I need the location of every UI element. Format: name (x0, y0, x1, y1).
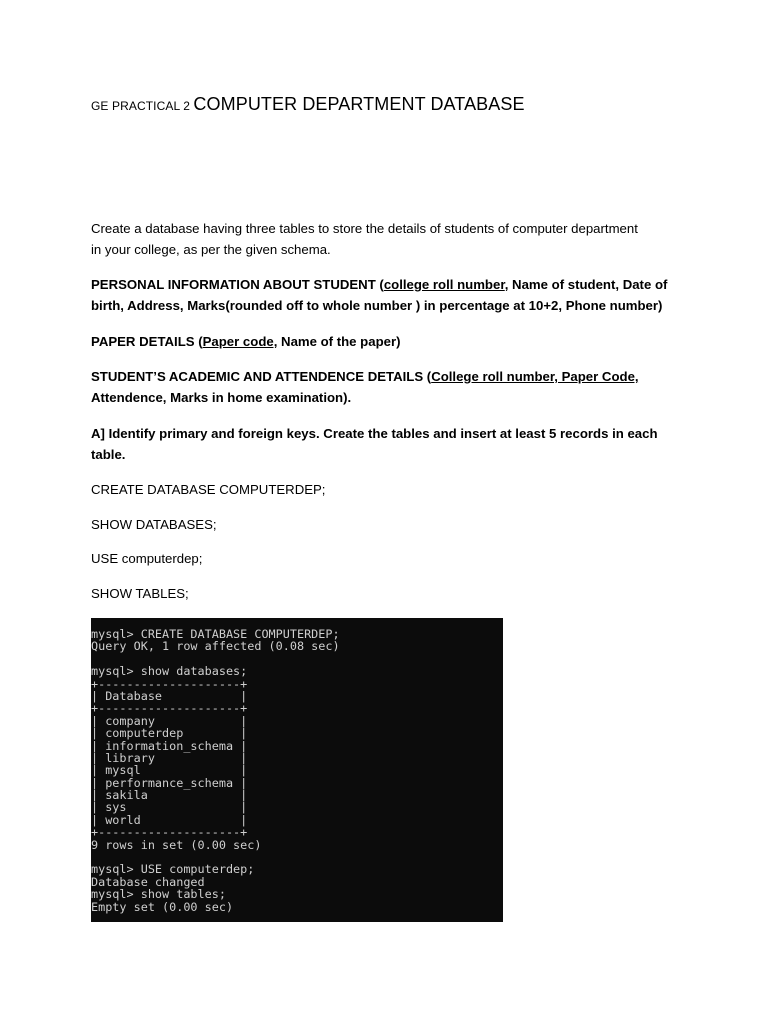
command-show-tables: SHOW TABLES; (91, 586, 189, 601)
schema-academic-line-1 (91, 366, 691, 387)
schema-personal-lead: PERSONAL INFORMATION ABOUT STUDENT ( (91, 277, 384, 292)
task-line-1: A] Identify primary and foreign keys. Create the tables and insert at least 5 records in each (91, 426, 658, 441)
schema-paper-rest: Name of the paper) (277, 334, 401, 349)
title-prefix: GE PRACTICAL 2 (91, 99, 194, 113)
task-paragraph (91, 423, 691, 465)
terminal-line: Empty set (0.00 sec) (91, 899, 234, 914)
schema-paper-line (91, 331, 691, 352)
command-use-database: USE computerdep; (91, 551, 203, 566)
schema-paper-lead: PAPER DETAILS ( (91, 334, 203, 349)
terminal-line: | Database | (91, 688, 248, 703)
command-show-databases: SHOW DATABASES; (91, 517, 217, 532)
terminal-line: mysql> CREATE DATABASE COMPUTERDEP; (91, 627, 340, 641)
schema-personal-rest: , Name of student, Date of (504, 277, 668, 292)
schema-personal-key: college roll number (383, 277, 505, 292)
schema-personal-line-2: birth, Address, Marks(rounded off to whole number ) in percentage at 10+2, Phone number) (91, 298, 663, 313)
schema-academic-lead: STUDENT’S ACADEMIC AND ATTENDENCE DETAILS ( (91, 369, 432, 384)
terminal-line: +--------------------+ (91, 701, 248, 716)
page-title (91, 94, 525, 115)
schema-academic-line-2: Attendence, Marks in home examination). (91, 390, 352, 405)
intro-line-1: Create a database having three tables to store the details of students of computer department (91, 221, 638, 236)
schema-paper-key: Paper code, (202, 334, 278, 349)
terminal-line: mysql> show databases; (91, 664, 248, 679)
intro-line-2: in your college, as per the given schema. (91, 242, 331, 257)
terminal-line: mysql> show tables; (91, 887, 226, 902)
schema-academic-key: College roll number, Paper Code, (431, 369, 639, 384)
command-create-database: CREATE DATABASE COMPUTERDEP; (91, 482, 326, 497)
terminal-line: | world | (91, 812, 248, 827)
terminal-line: | sakila | (91, 788, 248, 803)
terminal-line: Database changed (91, 874, 205, 889)
schema-personal-info (91, 274, 691, 316)
terminal-line: | performance_schema | (91, 775, 248, 790)
terminal-screenshot (91, 618, 503, 922)
terminal-line: | library | (91, 750, 248, 765)
terminal-line: Query OK, 1 row affected (0.08 sec) (91, 639, 340, 654)
terminal-line: mysql> USE computerdep; (91, 862, 255, 877)
schema-paper-details (91, 331, 691, 352)
terminal-line: | sys | (91, 800, 248, 815)
schema-academic-details (91, 366, 691, 408)
task-line-2: table. (91, 447, 126, 462)
terminal-line: +--------------------+ (91, 676, 248, 691)
terminal-line: | mysql | (91, 763, 248, 778)
schema-personal-line-1 (91, 274, 691, 295)
terminal-line: +--------------------+ (91, 825, 248, 840)
terminal-line: | computerdep | (91, 726, 248, 741)
terminal-line: 9 rows in set (0.00 sec) (91, 837, 262, 852)
intro-paragraph (91, 218, 691, 260)
title-main: COMPUTER DEPARTMENT DATABASE (193, 94, 525, 114)
terminal-line: | information_schema | (91, 738, 248, 753)
terminal-line: | company | (91, 713, 248, 728)
terminal-output (91, 618, 503, 913)
